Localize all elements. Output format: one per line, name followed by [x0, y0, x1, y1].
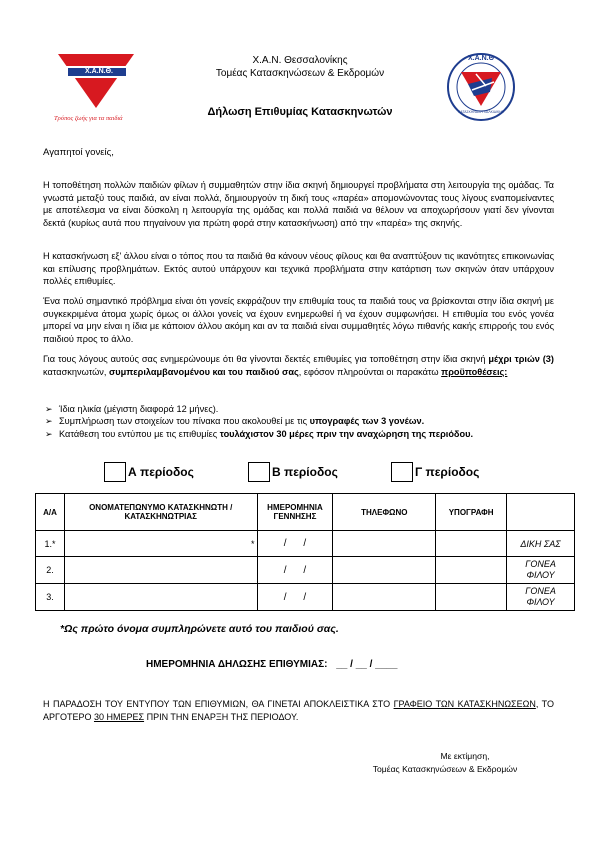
signature-cell[interactable]: [436, 557, 507, 584]
conditions-text-mid: κατασκηνωτών,: [43, 366, 109, 377]
requirements-list: [43, 403, 554, 440]
period-a-option[interactable]: [104, 462, 194, 482]
period-c-checkbox[interactable]: [391, 462, 413, 482]
including-child-text: συμπεριλαμβανομένου και του παιδιού σας: [109, 366, 299, 377]
org-department: Τομέας Κατασκηνώσεων & Εκδρομών: [215, 68, 385, 79]
ymca-triangle-icon: [54, 50, 138, 112]
birthdate-cell[interactable]: / /: [257, 557, 333, 584]
arrow-bullet-icon: ➢: [45, 428, 53, 439]
footnote: *Ως πρώτο όνομα συμπληρώνετε αυτό του παιδιού σας.: [60, 623, 339, 635]
row-number: 1.*: [36, 531, 65, 557]
col-header-birthdate: ΗΜΕΡΟΜΗΝΙΑ ΓΕΝΝΗΣΗΣ: [257, 494, 333, 531]
max-three-text: μέχρι τριών (3): [488, 354, 554, 364]
paragraph-2: Η κατασκήνωση εξ' άλλου είναι ο τόπος που τα παιδιά θα κάνουν νέους φίλους και θα αναπτύξουν τις ικανότητες επικοινωνίας και επίλυσης προβλημάτων. Εκτός αυτού υπάρχουν και τεχνικά προβλήματα στην κατάρτιση των σκηνών όταν υπάρχουν πολλές επιθυμίες.: [43, 251, 554, 287]
conditions-text-end: , εφόσον πληρούνται οι παρακάτω: [298, 366, 442, 377]
birthdate-cell[interactable]: / /: [257, 584, 333, 611]
delivery-note: Η ΠΑΡΑΔΟΣΗ ΤΟΥ ΕΝΤΥΠΟΥ ΤΩΝ ΕΠΙΘΥΜΙΩΝ, ΘΑ ΓΙΝΕΤΑΙ ΑΠΟΚΛΕΙΣΤΙΚΑ ΣΤΟ ΓΡΑΦΕΙΟ ΤΩΝ ΚΑΤΑΣΚΗΝΩΣΕΩΝ, ΤΟ ΑΡΓΟΤΕΡΟ 30 ΗΜΕΡΕΣ ΠΡΙΝ ΤΗΝ ΕΝΑΡΞΗ ΤΗΣ ΠΕΡΙΟΔΟΥ.: [43, 699, 554, 722]
table-row: [36, 584, 575, 611]
paragraph-1: Η τοποθέτηση πολλών παιδιών φίλων ή συμμαθητών στην ίδια σκηνή δημιουργεί προβλήματα στη λειτουργία της ομάδας. Τα γνωστά μεταξύ τους παιδιά, αν είναι πολλά, δημιουργούν τη δική τους «παρέα» απομονώνοντας τους λίγους εναπομείναντες με αποτέλεσμα να είναι δύσκολη η λειτουργία της ομάδας και πολλά παιδιά να θέλουν να αποχωρήσουν γιατί δεν γίνονται δεκτά (κυρίως αυτά που πηγαίνουν για πρώτη φορά στην κατασκήνωση) από την «παρέα» της σκηνής.: [43, 180, 554, 228]
declaration-date: [146, 659, 397, 670]
period-b-option[interactable]: [248, 462, 338, 482]
name-cell[interactable]: [64, 584, 257, 611]
requirement-item: ➢ Κατάθεση του εντύπου με τις επιθυμίες τουλάχιστον 30 μέρες πριν την αναχώρηση της περιόδου.: [45, 428, 474, 439]
signature-block: [330, 750, 560, 775]
declaration-date-label: ΗΜΕΡΟΜΗΝΙΑ ΔΗΛΩΣΗΣ ΕΠΙΘΥΜΙΑΣ:: [146, 659, 328, 670]
phone-cell[interactable]: [333, 584, 436, 611]
camp-seal-logo: [446, 52, 516, 122]
table-row: [36, 531, 575, 557]
period-b-checkbox[interactable]: [248, 462, 270, 482]
paragraph-3: Ένα πολύ σημαντικό πρόβλημα είναι ότι γονείς εκφράζουν την επιθυμία τους τα παιδιά τους να βρίσκονται στην ίδια σκηνή με συγκεκριμένα άτομα χωρίς όμως οι άλλοι γονείς να έχουν ενημερωθεί ή να έχουν συμφωνήσει. Η επιθυμία του ενός γονέα μπορεί να μην είναι η ίδια με κάποιον άλλου ακόμη και αν τα παιδιά είναι συμμαθητές λόγω πιθανής κακής επιρροής του ενός παιδιού προς το άλλο.: [43, 296, 554, 344]
table-row: [36, 557, 575, 584]
signature-closing: Με εκτίμηση,: [440, 751, 490, 761]
camp-seal-subtext: ΚΑΤΑΣΚΗΝΩΣΗ ΧΑΛΚΙΔΙΚΗΣ: [458, 110, 504, 114]
name-cell[interactable]: [64, 557, 257, 584]
requirement-item: ➢ Συμπλήρωση των στοιχείων του πίνακα που ακολουθεί με τις υπογραφές των 3 γονέων.: [45, 416, 425, 427]
row-number: 2.: [36, 557, 65, 584]
campers-table: [35, 493, 575, 611]
signer-note: ΔΙΚΗ ΣΑΣ: [507, 531, 575, 557]
period-c-label: Γ περίοδος: [415, 465, 480, 479]
greeting: Αγαπητοί γονείς,: [43, 147, 114, 158]
period-b-label: Β περίοδος: [272, 465, 338, 479]
signature-department: Τομέας Κατασκηνώσεων & Εκδρομών: [372, 763, 518, 774]
phone-cell[interactable]: [333, 557, 436, 584]
col-header-name: ΟΝΟΜΑΤΕΠΩΝΥΜΟ ΚΑΤΑΣΚΗΝΩΤΗ / ΚΑΤΑΣΚΗΝΩΤΡΙΑΣ: [64, 494, 257, 531]
ymca-logo: [54, 50, 154, 122]
signer-note: ΓΟΝΕΑ ΦΙΛΟΥ: [507, 584, 575, 611]
arrow-bullet-icon: ➢: [45, 416, 53, 427]
signature-cell[interactable]: [436, 584, 507, 611]
signer-note: ΓΟΝΕΑ ΦΙΛΟΥ: [507, 557, 575, 584]
requirement-item: ➢ Ίδια ηλικία (μέγιστη διαφορά 12 μήνες).: [45, 404, 219, 414]
ymca-logo-text: Χ.Α.Ν.Θ.: [84, 68, 113, 75]
phone-cell[interactable]: [333, 531, 436, 557]
col-header-phone: ΤΗΛΕΦΩΝΟ: [333, 494, 436, 531]
col-header-empty: [507, 494, 575, 531]
declaration-date-field[interactable]: __ / __ / ____: [336, 659, 398, 670]
period-a-label: Α περίοδος: [128, 465, 194, 479]
period-c-option[interactable]: [391, 462, 479, 482]
table-header-row: [36, 494, 575, 531]
name-cell[interactable]: *: [64, 531, 257, 557]
conditions-text: Για τους λόγους αυτούς σας ενημερώνουμε ότι θα γίνονται δεκτές επιθυμίες για τοποθέτηση στην ίδια σκηνή: [43, 354, 489, 364]
arrow-bullet-icon: ➢: [45, 404, 53, 414]
camp-seal-text: Χ.Α.Ν.Θ: [467, 55, 495, 62]
org-name: Χ.Α.Ν. Θεσσαλονίκης: [252, 55, 348, 66]
period-a-checkbox[interactable]: [104, 462, 126, 482]
signature-cell[interactable]: [436, 531, 507, 557]
ymca-tagline: Τρόπος ζωής για τα παιδιά: [54, 115, 123, 122]
row-number: 3.: [36, 584, 65, 611]
birthdate-cell[interactable]: / /: [257, 531, 333, 557]
page-title: Δήλωση Επιθυμίας Κατασκηνωτών: [207, 106, 393, 118]
col-header-number: Α/Α: [36, 494, 65, 531]
prerequisites-label: προϋποθέσεις:: [441, 366, 508, 377]
conditions-paragraph: [43, 353, 554, 378]
col-header-signature: ΥΠΟΓΡΑΦΗ: [436, 494, 507, 531]
